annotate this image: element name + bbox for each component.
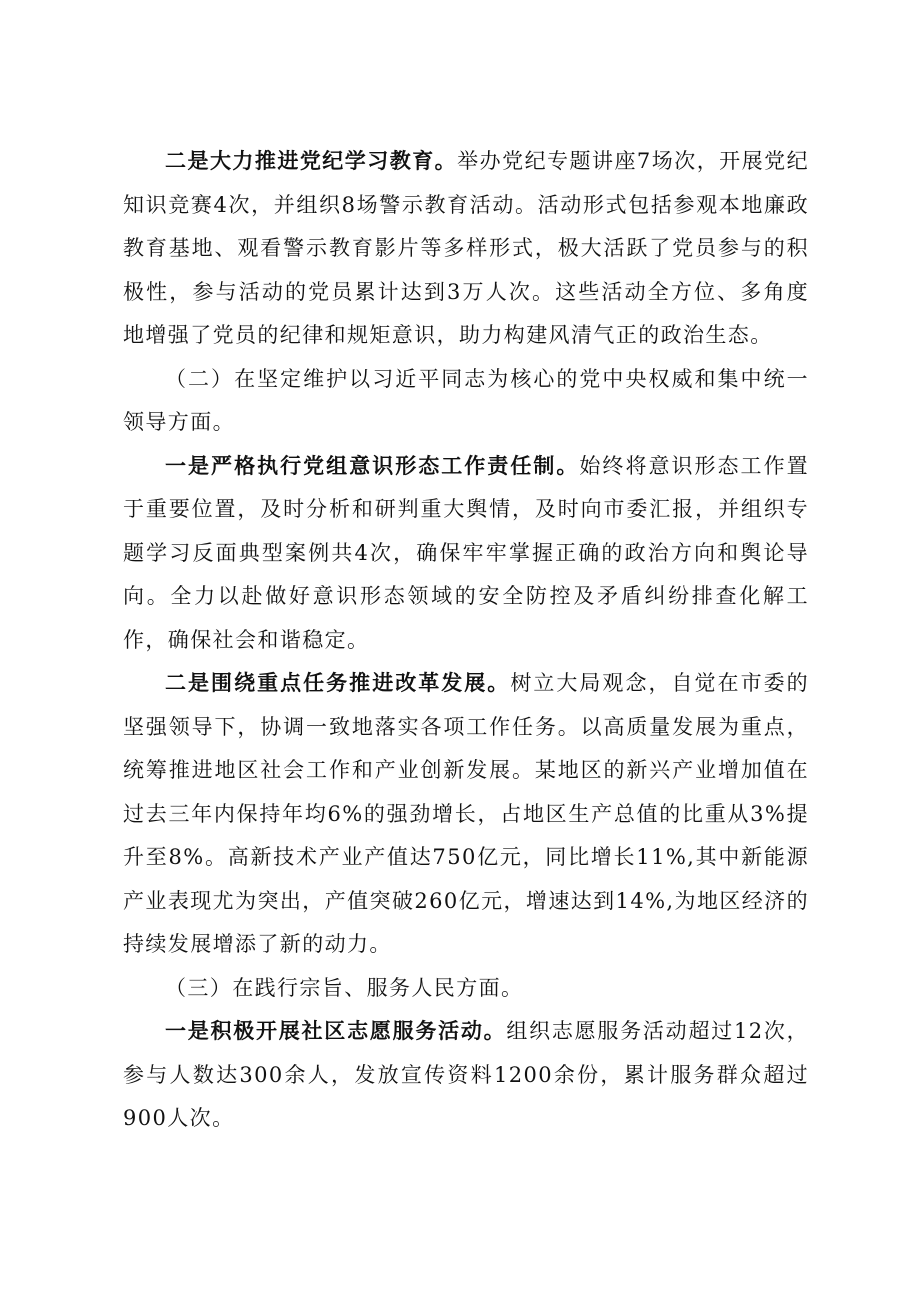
paragraph-text: 举办党纪专题讲座7场次，开展党纪知识竞赛4次，并组织8场警示教育活动。活动形式包括参观本地廉政教育基地、观看警示教育影片等多样形式，极大活跃了党员参与的积极性，参与活动的党员累计达到3万人次。这些活动全方位、多角度地增强了党员的纪律和规矩意识，助力构建风清气正的政治生态。: [123, 149, 810, 347]
paragraph-lead: 二是大力推进党纪学习教育。: [165, 149, 458, 173]
paragraph-text: 始终将意识形态工作置于重要位置，及时分析和研判重大舆情，及时向市委汇报，并组织专题学习反面典型案例共4次，确保牢牢掌握正确的政治方向和舆论导向。全力以赴做好意识形态领域的安全防控及矛盾纠纷排查化解工作，确保社会和谐稳定。: [123, 453, 810, 652]
paragraph-ideology-responsibility: [123, 445, 809, 663]
paragraph-text: 组织志愿服务活动超过12次，参与人数达300余人，发放宣传资料1200余份，累计服务群众超过900人次。: [123, 1019, 809, 1130]
section-heading-two: （二）在坚定维护以习近平同志为核心的党中央权威和集中统一领导方面。: [123, 366, 809, 434]
paragraph-volunteer-service: [123, 1010, 809, 1141]
section-heading-three: （三）在践行宗旨、服务人民方面。: [165, 975, 524, 1000]
paragraph-text: 树立大局观念，自觉在市委的坚强领导下，协调一致地落实各项工作任务。以高质量发展为重点，统筹推进地区社会工作和产业创新发展。某地区的新兴产业增加值在过去三年内保持年均6%的强劲增长，占地区生产总值的比重从3%提升至8%。高新技术产业产值达750亿元，同比增长11%,其中新能源产业表现尤为突出，产值突破260亿元，增速达到14%,为地区经济的持续发展增添了新的动力。: [123, 671, 810, 956]
document-body: [123, 140, 809, 1141]
paragraph-reform-development: [123, 662, 809, 967]
paragraph-party-discipline-education: [123, 140, 809, 358]
paragraph-lead: 一是严格执行党组意识形态工作责任制。: [165, 453, 580, 478]
paragraph-lead: 一是积极开展社区志愿服务活动。: [165, 1019, 507, 1043]
paragraph-lead: 二是围绕重点任务推进改革发展。: [165, 671, 511, 695]
